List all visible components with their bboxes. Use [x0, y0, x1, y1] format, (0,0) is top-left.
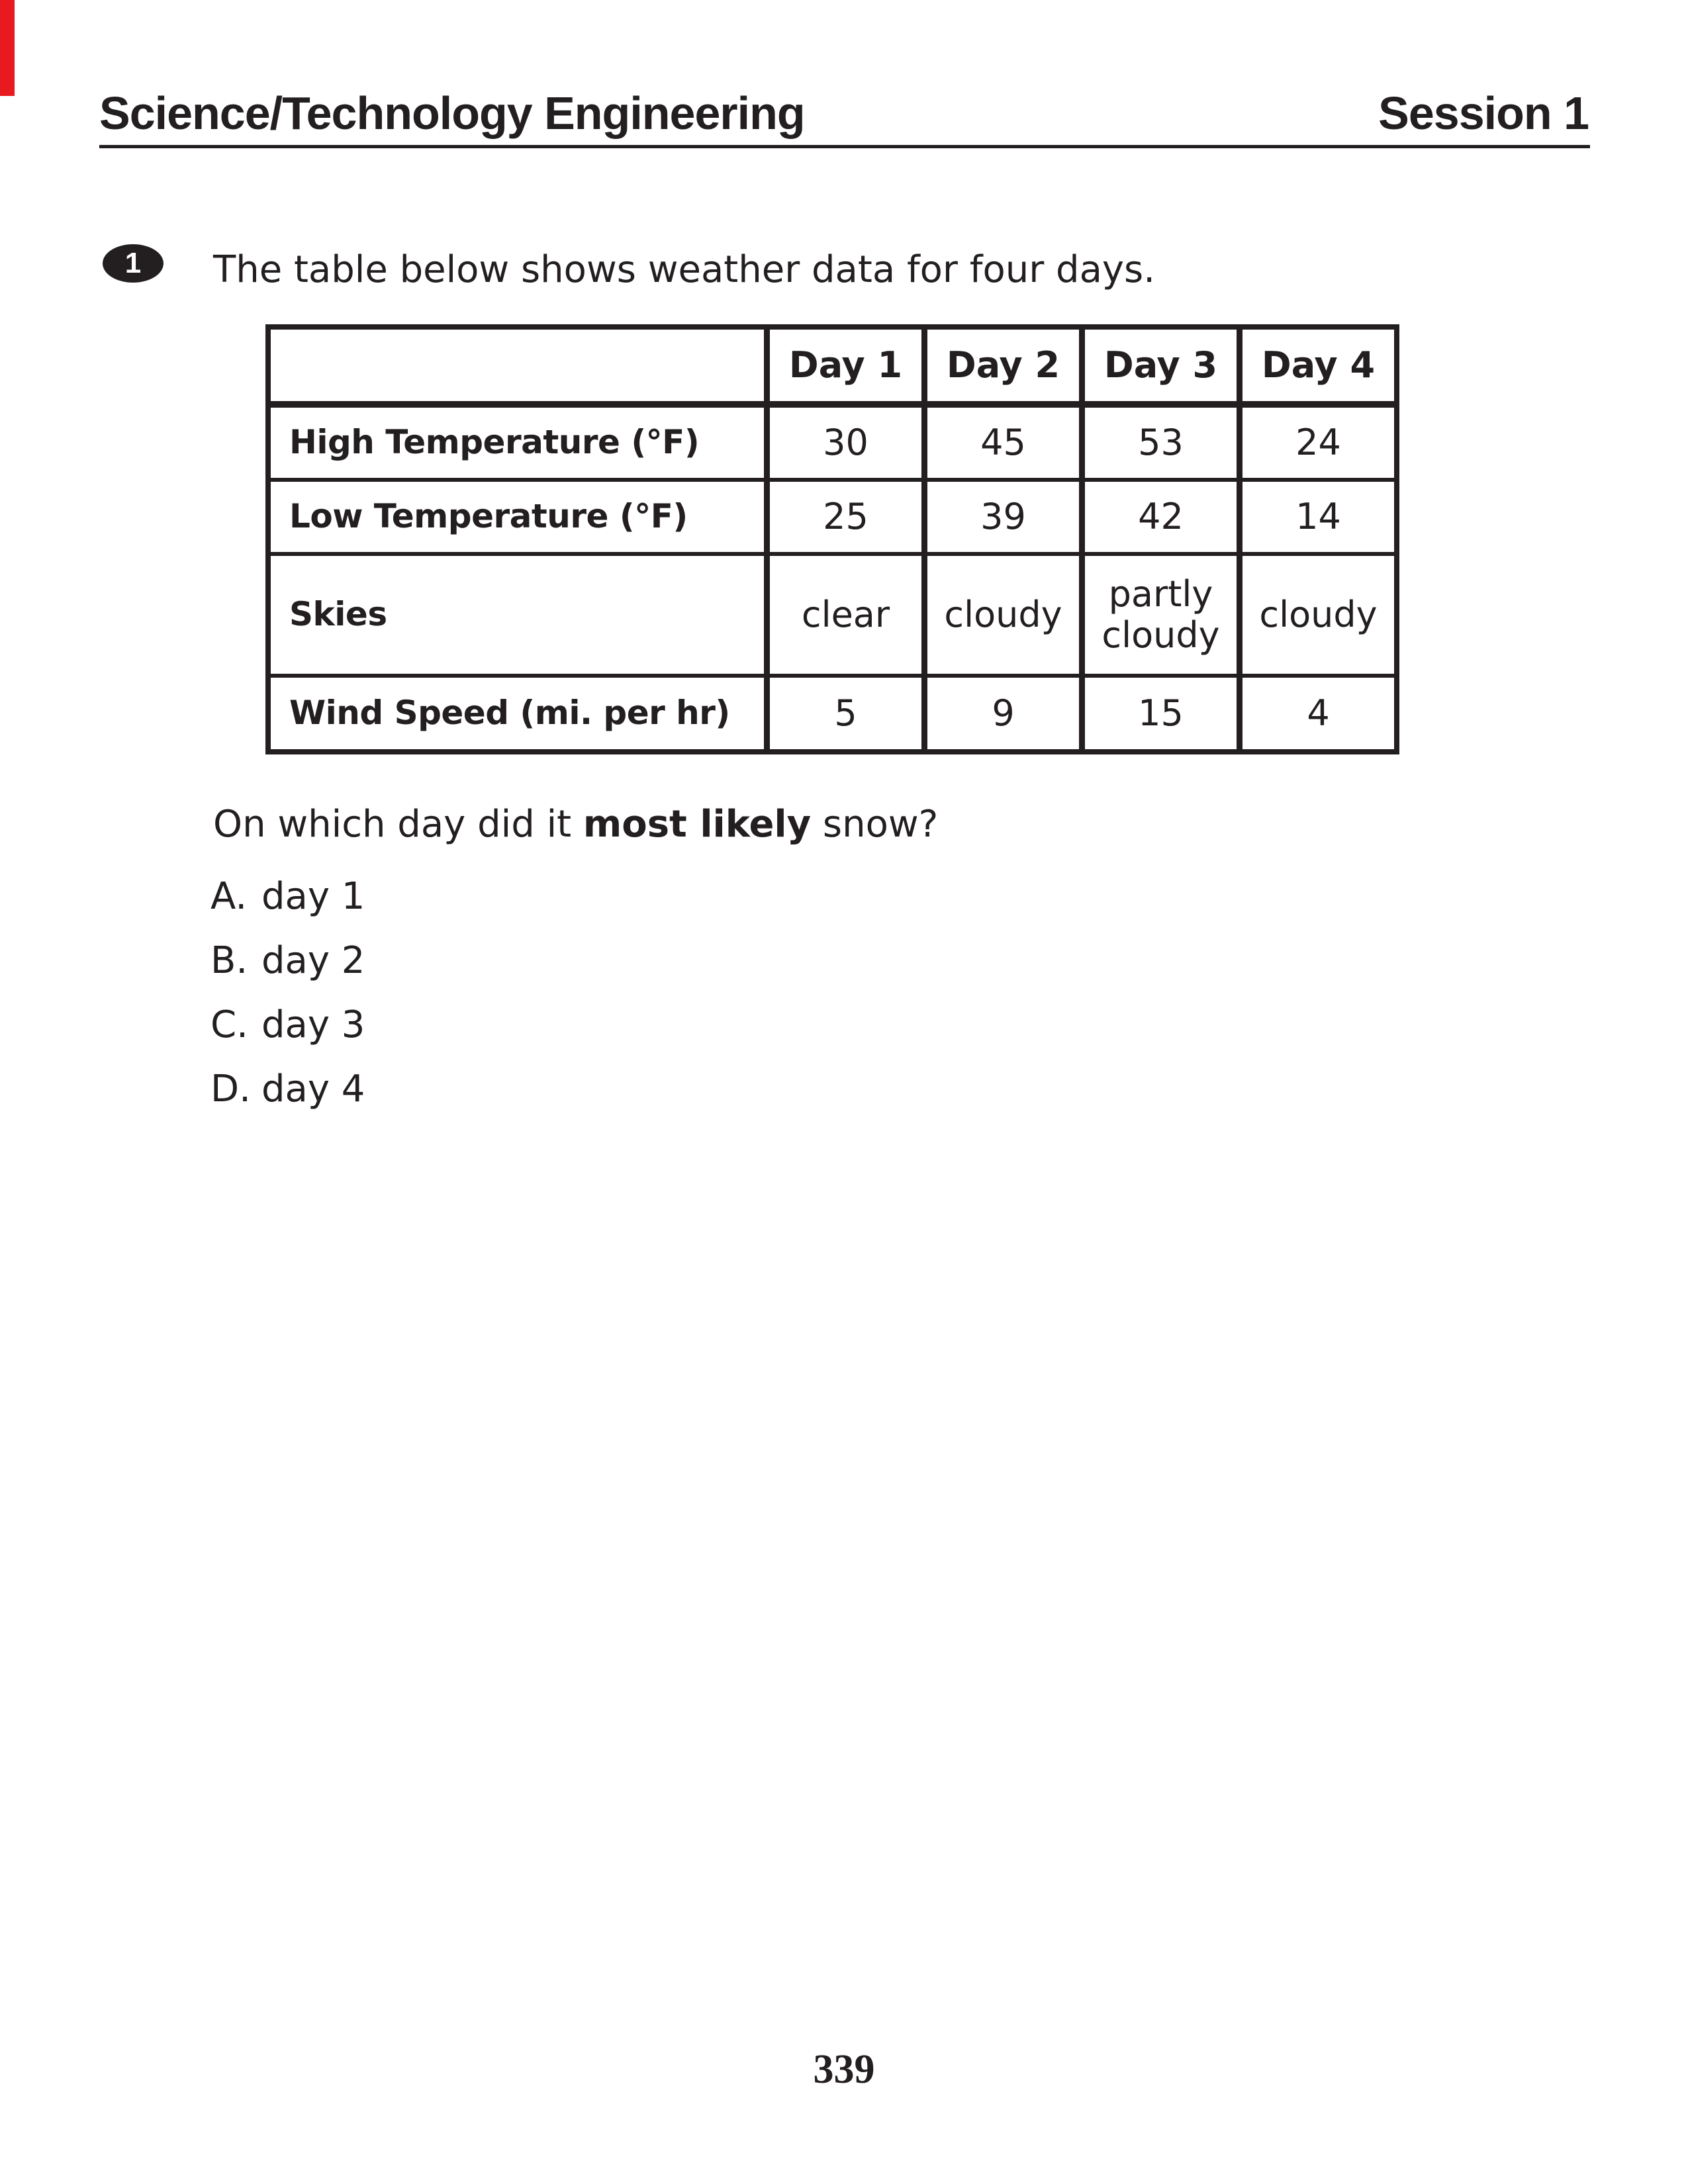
- table-row-wind-speed: [271, 678, 1394, 749]
- row-label: High Temperature (°F): [271, 408, 770, 478]
- prompt-prefix: On which day did it: [213, 803, 583, 846]
- column-header-day2: Day 2: [927, 330, 1085, 401]
- cell-value: cloudy: [1259, 593, 1378, 635]
- cell-value: 25: [770, 482, 927, 552]
- question-number-badge: [103, 244, 164, 283]
- option-label: day 3: [261, 1003, 365, 1046]
- cell-value: cloudy: [927, 556, 1085, 674]
- table-row-low-temperature: [271, 482, 1394, 556]
- prompt-suffix: snow?: [811, 803, 939, 846]
- cell-value: 30: [770, 408, 927, 478]
- scan-artifact-red-stripe: [0, 0, 15, 96]
- option-letter: B.: [211, 939, 248, 982]
- answer-option-a: [211, 875, 365, 918]
- answer-option-d: [211, 1068, 365, 1111]
- cell-value: 5: [770, 678, 927, 749]
- option-letter: C.: [211, 1003, 248, 1046]
- prompt-bold-text: most likely: [583, 803, 812, 846]
- header-divider: [99, 145, 1590, 148]
- weather-data-table: [265, 324, 1399, 754]
- column-header-day4: Day 4: [1261, 343, 1376, 386]
- cell-value: 24: [1295, 421, 1341, 463]
- cell-value: 14: [1295, 495, 1341, 537]
- option-label: day 1: [261, 875, 365, 918]
- cell-value-wrapped: partly cloudy: [1102, 572, 1220, 656]
- cell-value: 9: [927, 678, 1085, 749]
- question-prompt: [213, 803, 939, 846]
- question-intro: The table below shows weather data for four days.: [213, 248, 1156, 291]
- table-header-row: [271, 330, 1394, 408]
- answer-option-c: [211, 1003, 365, 1046]
- question-number: 1: [124, 247, 142, 279]
- option-label: day 4: [261, 1068, 365, 1111]
- option-label: day 2: [261, 939, 365, 982]
- cell-value: clear: [770, 556, 927, 674]
- column-header-day3: Day 3: [1085, 330, 1243, 401]
- cell-value: [1085, 556, 1243, 674]
- column-header-day1: Day 1: [770, 330, 927, 401]
- cell-value: 53: [1085, 408, 1243, 478]
- option-letter: A.: [211, 875, 248, 918]
- answer-option-b: [211, 939, 365, 982]
- cell-value: 39: [927, 482, 1085, 552]
- table-corner-cell: [271, 330, 770, 401]
- row-label: Low Temperature (°F): [271, 482, 770, 552]
- cell-value: 42: [1085, 482, 1243, 552]
- row-label: Wind Speed (mi. per hr): [271, 678, 770, 749]
- page-number: 339: [813, 2047, 875, 2092]
- row-label: Skies: [271, 556, 770, 674]
- cell-value: 45: [927, 408, 1085, 478]
- page-title: Science/Technology Engineering: [99, 87, 805, 139]
- cell-value: 4: [1307, 692, 1330, 734]
- table-row-skies: [271, 556, 1394, 678]
- option-letter: D.: [211, 1068, 251, 1111]
- table-row-high-temperature: [271, 408, 1394, 482]
- cell-value: 15: [1085, 678, 1243, 749]
- session-label: Session 1: [1378, 87, 1589, 139]
